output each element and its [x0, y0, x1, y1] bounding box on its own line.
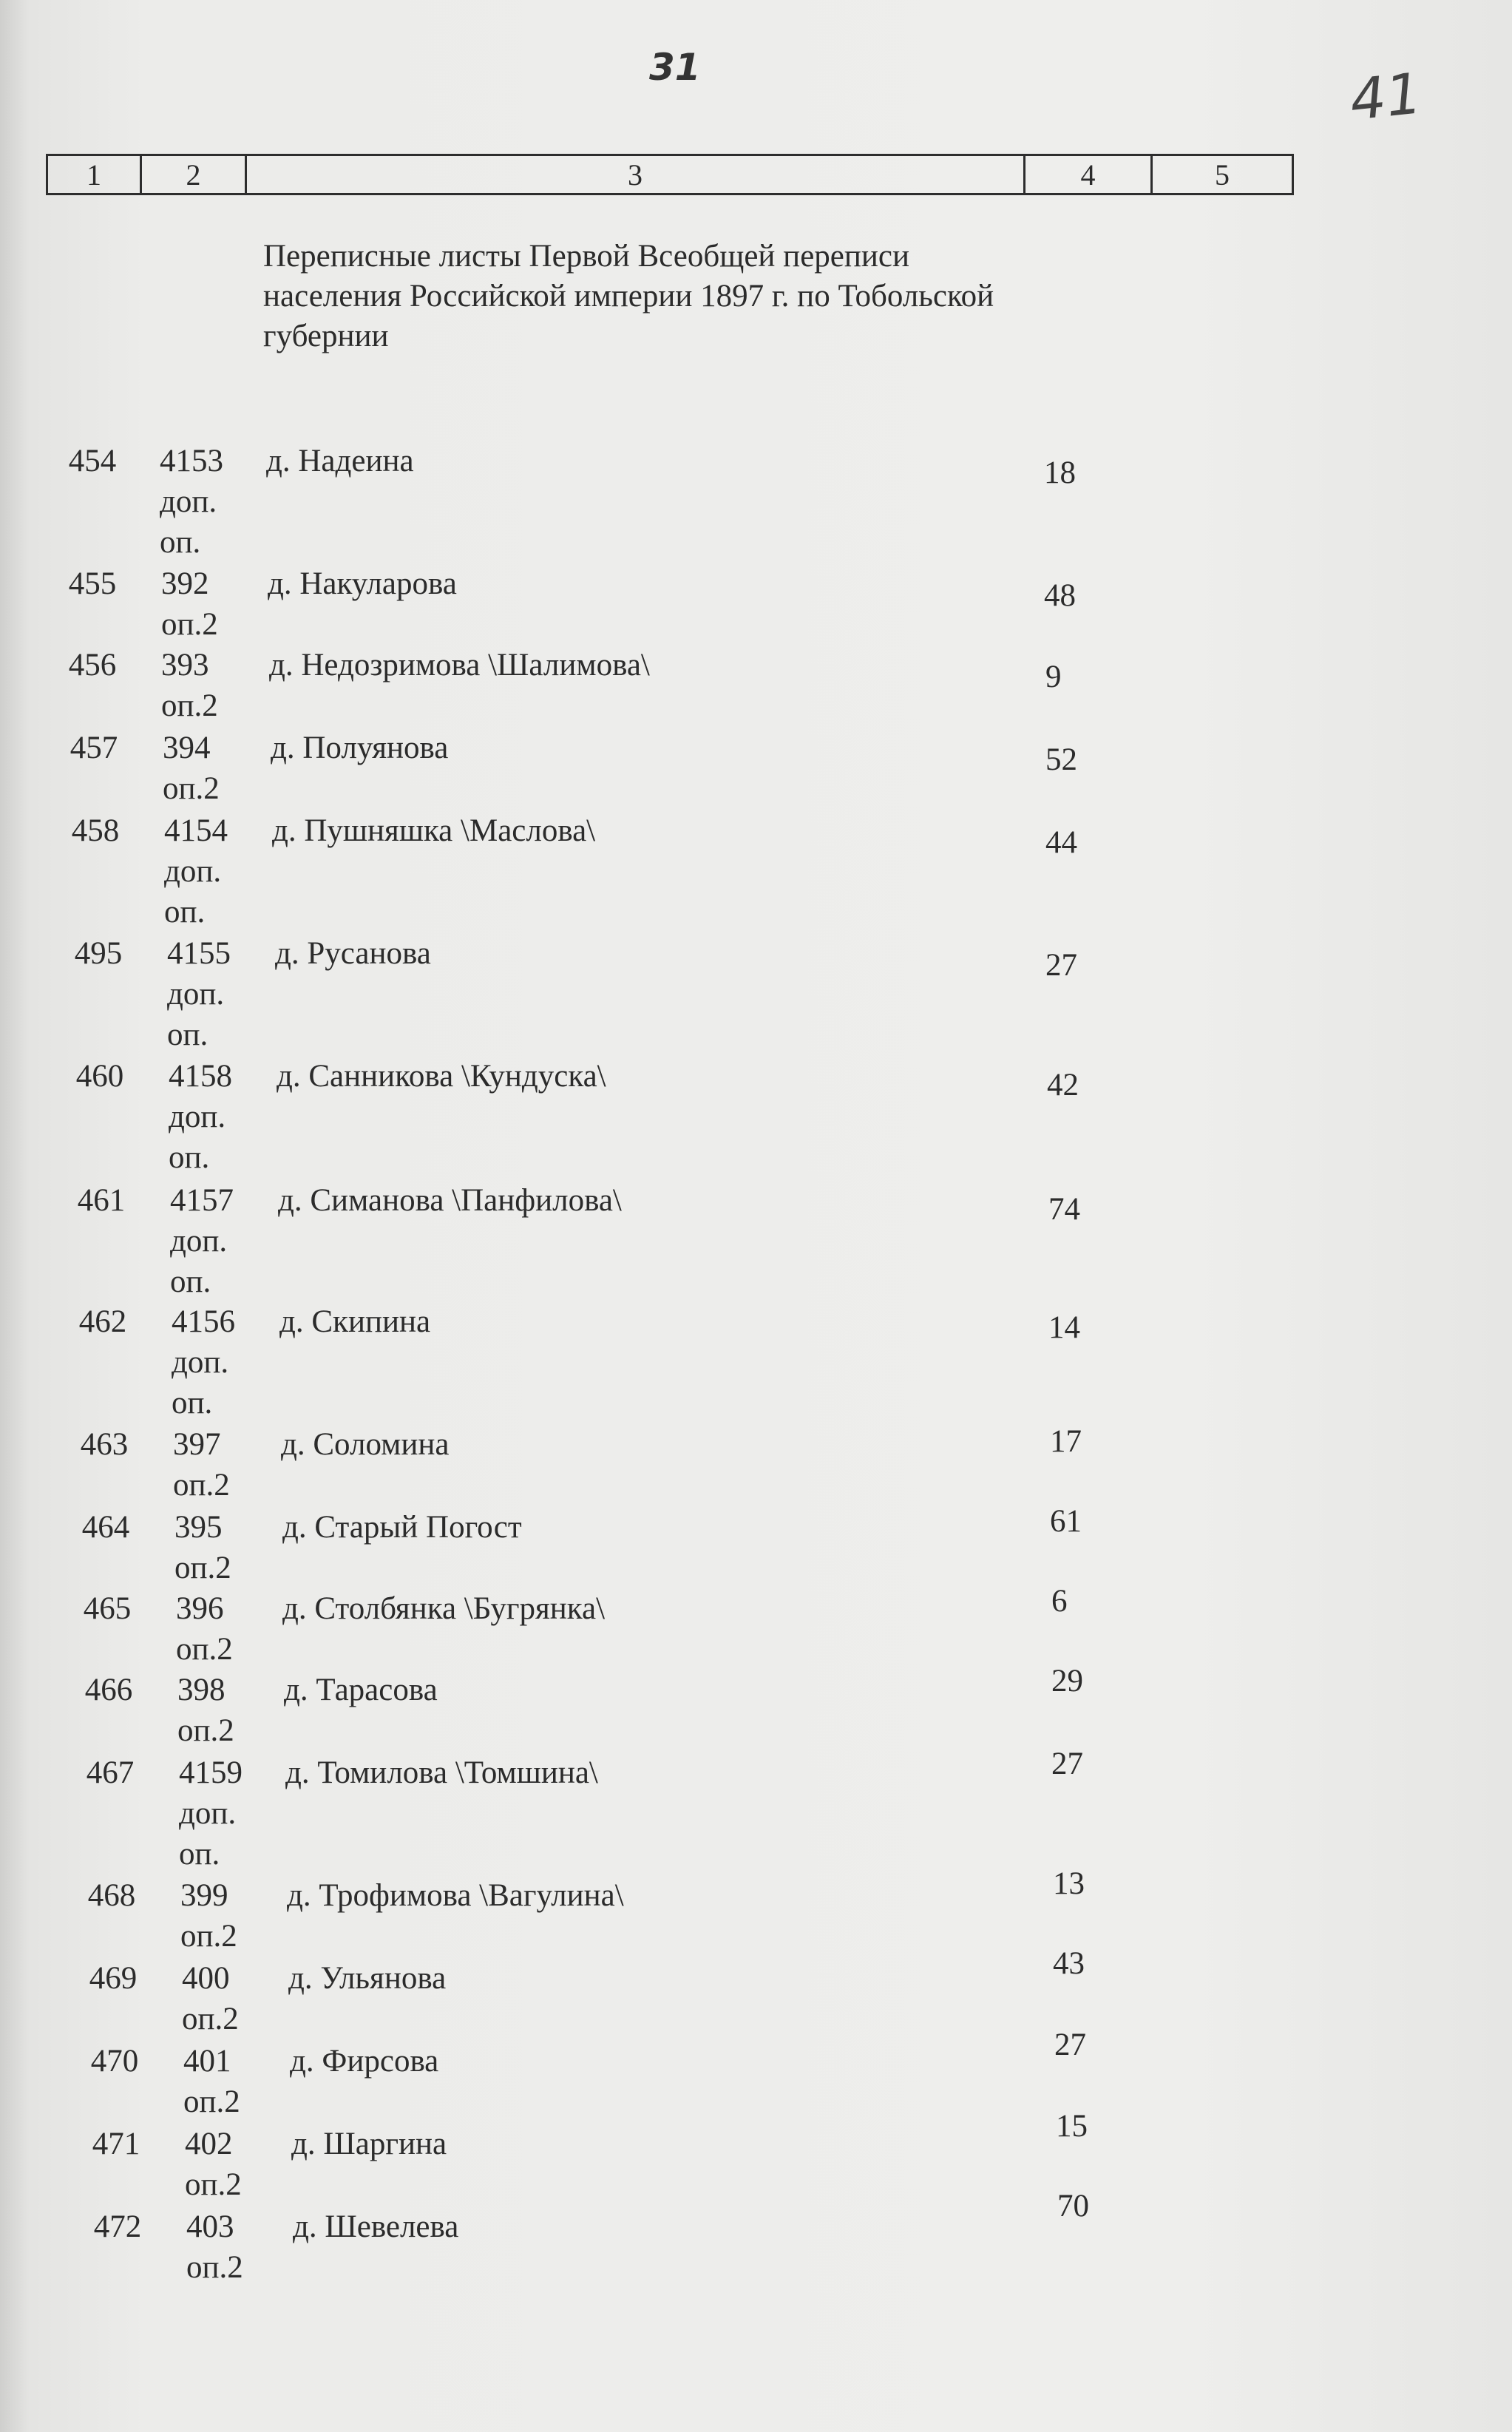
record-village-name: д. Соломина — [281, 1427, 450, 1462]
record-file-reference — [177, 1670, 288, 1751]
record-file-number: 399 — [180, 1878, 228, 1913]
record-inventory-label: оп.2 — [163, 771, 220, 806]
record-number: 465 — [83, 1591, 132, 1626]
record-file-number: 4158 — [169, 1059, 232, 1094]
record-number: 466 — [84, 1673, 133, 1707]
record-sheet-count: 13 — [1053, 1866, 1085, 1901]
record-inventory-label: оп. — [160, 525, 201, 560]
record-file-number: 403 — [186, 2209, 234, 2244]
record-file-reference — [182, 1958, 293, 2039]
record-number: 467 — [86, 1755, 135, 1790]
record-inventory-label: оп.2 — [173, 1468, 230, 1503]
record-sheet-count: 15 — [1056, 2109, 1088, 2144]
record-file-reference — [161, 645, 272, 726]
record-file-number: 402 — [185, 2127, 233, 2161]
record-sheet-count: 9 — [1045, 660, 1062, 694]
record-village-name: д. Накуларова — [268, 566, 457, 601]
record-number: 470 — [90, 2044, 139, 2079]
record-file-reference — [180, 1875, 291, 1957]
record-file-reference — [183, 2041, 294, 2122]
record-number: 463 — [80, 1427, 129, 1462]
record-sheet-count: 48 — [1044, 578, 1076, 613]
record-village-name: д. Полуянова — [271, 731, 449, 765]
record-file-number: 400 — [182, 1961, 230, 1996]
record-file-reference — [186, 2206, 297, 2288]
record-file-reference — [172, 1301, 282, 1423]
record-inventory-label: оп.2 — [186, 2250, 243, 2285]
record-file-number: 4157 — [170, 1183, 234, 1218]
record-file-number: 394 — [163, 731, 211, 765]
record-number: 495 — [74, 936, 123, 971]
record-number: 457 — [70, 731, 118, 765]
record-sheet-count: 17 — [1050, 1424, 1082, 1459]
column-header-4: 4 — [1025, 156, 1153, 193]
record-sheet-count: 6 — [1051, 1584, 1068, 1619]
record-file-number: 401 — [183, 2044, 231, 2079]
record-village-name: д. Скипина — [279, 1304, 431, 1339]
record-village-name: д. Столбянка \Бугрянка\ — [282, 1591, 606, 1626]
record-number: 454 — [68, 444, 117, 478]
record-inventory-label: доп. — [164, 854, 222, 889]
record-number: 464 — [81, 1510, 130, 1545]
column-header-5: 5 — [1215, 157, 1230, 192]
record-sheet-count: 70 — [1057, 2189, 1089, 2223]
record-sheet-count: 27 — [1051, 1747, 1083, 1781]
record-village-name: д. Фирсова — [290, 2044, 439, 2079]
record-village-name: д. Симанова \Панфилова\ — [278, 1183, 622, 1218]
record-file-reference — [169, 1056, 279, 1178]
record-number: 471 — [92, 2127, 140, 2161]
record-file-number: 4155 — [167, 936, 231, 971]
record-file-reference — [176, 1588, 287, 1670]
record-file-reference — [167, 933, 278, 1055]
record-inventory-label: доп. — [167, 977, 225, 1012]
record-inventory-label: оп.2 — [183, 2084, 240, 2119]
record-sheet-count: 61 — [1050, 1504, 1082, 1539]
record-number: 458 — [71, 813, 120, 848]
record-inventory-label: оп.2 — [161, 607, 218, 642]
record-sheet-count: 14 — [1048, 1310, 1080, 1345]
record-village-name: д. Ульянова — [288, 1961, 447, 1996]
record-village-name: д. Пушняшка \Маслова\ — [272, 813, 596, 848]
record-sheet-count: 44 — [1045, 825, 1077, 860]
record-file-reference — [179, 1752, 290, 1874]
handwritten-folio-number: 31 — [649, 46, 701, 89]
record-file-number: 4159 — [179, 1755, 243, 1790]
record-inventory-label: оп. — [164, 895, 206, 929]
record-sheet-count: 74 — [1048, 1192, 1080, 1227]
section-title: Переписные листы Первой Всеобщей переписи населения Российской империи 1897 г. по Тобольской губернии — [263, 239, 994, 353]
record-village-name: д. Трофимова \Вагулина\ — [287, 1878, 624, 1913]
record-number: 461 — [77, 1183, 126, 1218]
record-inventory-label: оп.2 — [185, 2167, 242, 2202]
record-number: 455 — [68, 566, 117, 601]
record-sheet-count: 27 — [1054, 2028, 1086, 2062]
record-number: 460 — [75, 1059, 124, 1094]
column-header-1: 1 — [48, 156, 142, 193]
record-number: 468 — [87, 1878, 136, 1913]
record-file-reference — [185, 2124, 296, 2205]
record-file-reference — [173, 1424, 284, 1505]
record-inventory-label: оп. — [167, 1017, 209, 1052]
record-inventory-label: оп.2 — [177, 1713, 234, 1748]
record-inventory-label: оп.2 — [176, 1632, 233, 1667]
record-file-reference — [161, 563, 272, 645]
record-file-number: 397 — [173, 1427, 221, 1462]
record-inventory-label: оп.2 — [180, 1919, 237, 1954]
record-file-reference — [160, 441, 271, 563]
record-sheet-count: 27 — [1045, 948, 1077, 983]
record-inventory-label: доп. — [170, 1224, 228, 1259]
record-inventory-label: доп. — [179, 1796, 237, 1831]
record-inventory-label: доп. — [160, 484, 217, 519]
record-inventory-label: оп. — [169, 1140, 210, 1175]
record-village-name: д. Недозримова \Шалимова\ — [269, 648, 650, 682]
record-village-name: д. Шевелева — [293, 2209, 459, 2244]
record-inventory-label: оп. — [172, 1386, 213, 1420]
record-file-number: 392 — [161, 566, 209, 601]
record-sheet-count: 52 — [1045, 742, 1077, 777]
record-file-number: 4156 — [172, 1304, 235, 1339]
record-file-number: 393 — [161, 648, 209, 682]
column-header-3: 3 — [247, 156, 1025, 193]
record-sheet-count: 43 — [1053, 1946, 1085, 1981]
record-file-number: 396 — [176, 1591, 224, 1626]
record-village-name: д. Томилова \Томшина\ — [285, 1755, 598, 1790]
record-sheet-count: 18 — [1044, 455, 1076, 490]
record-number: 472 — [93, 2209, 142, 2244]
column-header-table — [46, 154, 1294, 195]
handwritten-margin-number: 41 — [1346, 60, 1425, 133]
record-village-name: д. Старый Погост — [282, 1510, 522, 1545]
record-inventory-label: оп.2 — [182, 2002, 239, 2036]
record-file-reference — [170, 1180, 281, 1302]
record-file-reference — [163, 728, 274, 809]
record-number: 469 — [89, 1961, 138, 1996]
record-number: 456 — [68, 648, 117, 682]
record-file-number: 398 — [177, 1673, 226, 1707]
record-file-number: 4153 — [160, 444, 223, 478]
record-file-number: 4154 — [164, 813, 228, 848]
record-village-name: д. Надеина — [266, 444, 414, 478]
record-file-reference — [174, 1507, 285, 1588]
record-inventory-label: оп.2 — [161, 688, 218, 723]
record-file-reference — [164, 810, 275, 932]
record-file-number: 395 — [174, 1510, 223, 1545]
record-village-name: д. Санникова \Кундуска\ — [277, 1059, 606, 1094]
record-inventory-label: оп. — [170, 1264, 211, 1299]
record-inventory-label: оп. — [179, 1837, 220, 1872]
record-sheet-count: 42 — [1047, 1068, 1079, 1102]
record-inventory-label: доп. — [169, 1100, 226, 1134]
record-inventory-label: доп. — [172, 1345, 229, 1380]
record-inventory-label: оп.2 — [174, 1551, 231, 1585]
record-village-name: д. Шаргина — [291, 2127, 447, 2161]
record-sheet-count: 29 — [1051, 1664, 1083, 1698]
column-header-2: 2 — [142, 156, 247, 193]
record-village-name: д. Тарасова — [284, 1673, 438, 1707]
record-village-name: д. Русанова — [275, 936, 431, 971]
record-number: 462 — [78, 1304, 127, 1339]
